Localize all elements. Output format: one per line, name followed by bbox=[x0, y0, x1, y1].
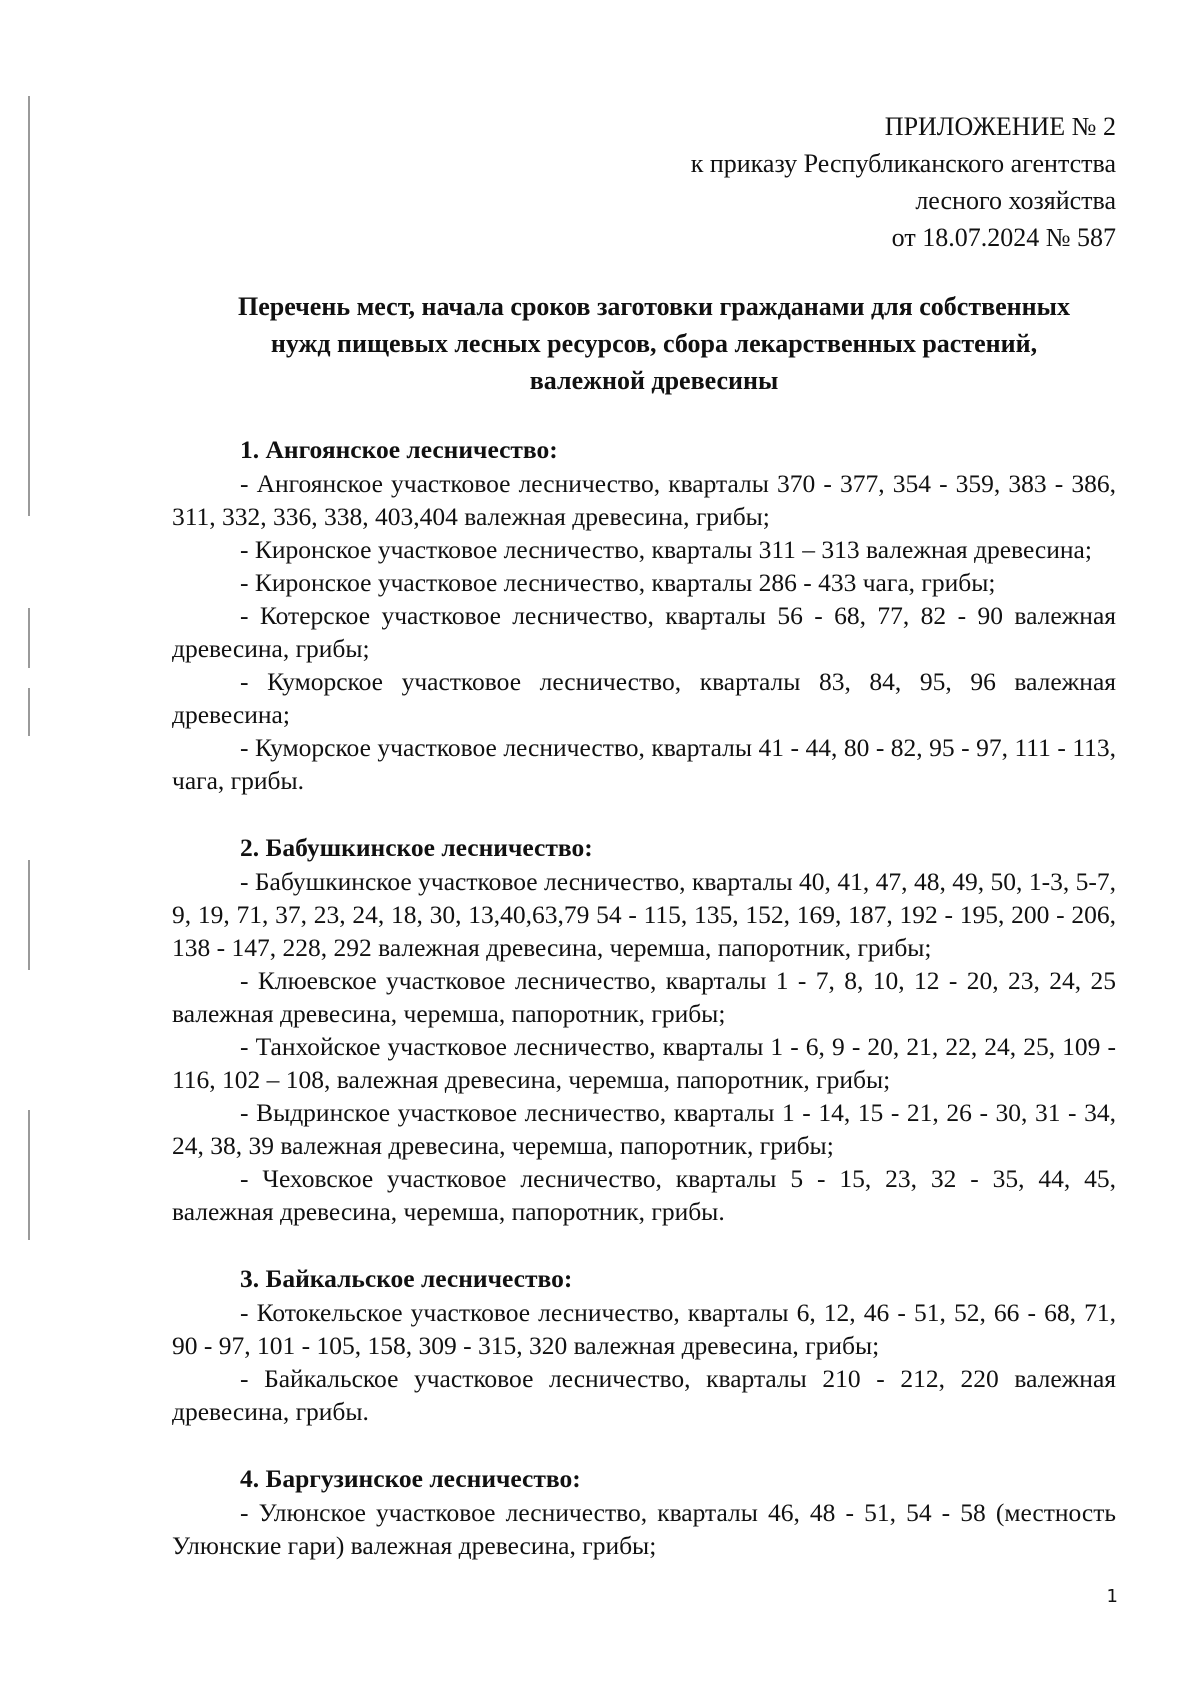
appendix-header bbox=[172, 108, 1116, 256]
section-title: 1. Ангоянское лесничество: bbox=[240, 435, 558, 464]
list-item: - Куморское участковое лесничество, кварталы 41 - 44, 80 - 82, 95 - 97, 111 - 113, чага, грибы. bbox=[172, 733, 1116, 795]
scan-mark bbox=[28, 96, 30, 516]
list-item: - Чеховское участковое лесничество, кварталы 5 - 15, 23, 32 - 35, 44, 45, валежная древесина, черемша, папоротник, грибы. bbox=[172, 1164, 1116, 1226]
list-item: - Ангоянское участковое лесничество, кварталы 370 - 377, 354 - 359, 383 - 386, 311, 332, 336, 338, 403,404 валежная древесина, грибы; bbox=[172, 469, 1116, 531]
order-reference: к приказу Республиканского агентства bbox=[690, 149, 1116, 178]
list-item: - Танхойское участковое лесничество, кварталы 1 - 6, 9 - 20, 21, 22, 24, 25, 109 - 116, 102 – 108, валежная древесина, черемша, папоротник, грибы; bbox=[172, 1032, 1116, 1094]
page-number: 1 bbox=[1106, 1586, 1118, 1607]
list-item: - Котерское участковое лесничество, кварталы 56 - 68, 77, 82 - 90 валежная древесина, грибы; bbox=[172, 601, 1116, 663]
list-item: - Киронское участковое лесничество, кварталы 286 - 433 чага, грибы; bbox=[240, 568, 996, 597]
agency-name: лесного хозяйства bbox=[915, 186, 1116, 215]
scan-mark bbox=[28, 608, 30, 668]
list-item: - Байкальское участковое лесничество, кварталы 210 - 212, 220 валежная древесина, грибы. bbox=[172, 1364, 1116, 1426]
section-barguzinskoe bbox=[172, 1462, 1116, 1562]
list-item: - Котокельское участковое лесничество, кварталы 6, 12, 46 - 51, 52, 66 - 68, 71, 90 - 97, 101 - 105, 158, 309 - 315, 320 валежная древесина, грибы; bbox=[172, 1298, 1116, 1360]
list-item: - Бабушкинское участковое лесничество, кварталы 40, 41, 47, 48, 49, 50, 1-3, 5-7, 9, 19, 71, 37, 23, 24, 18, 30, 13,40,63,79 54 - 115, 135, 152, 169, 187, 192 - 195, 200 - 206, 138 - 147, 228, 292 валежная древесина, черемша, папоротник, грибы; bbox=[172, 867, 1116, 962]
section-babushkinskoe bbox=[172, 831, 1116, 1228]
scan-mark bbox=[28, 688, 30, 736]
document-page bbox=[172, 108, 1116, 1562]
order-date-number: от 18.07.2024 № 587 bbox=[891, 223, 1116, 252]
section-baikalskoe bbox=[172, 1262, 1116, 1428]
scan-mark bbox=[28, 860, 30, 970]
list-item: - Улюнское участковое лесничество, кварталы 46, 48 - 51, 54 - 58 (местность Улюнские гари) валежная древесина, грибы; bbox=[172, 1498, 1116, 1560]
list-item: - Куморское участковое лесничество, кварталы 83, 84, 95, 96 валежная древесина; bbox=[172, 667, 1116, 729]
list-item: - Киронское участковое лесничество, кварталы 311 – 313 валежная древесина; bbox=[240, 535, 1092, 564]
document-title: Перечень мест, начала сроков заготовки гражданами для собственных нужд пищевых лесных ресурсов, сбора лекарственных растений, валежной древесины bbox=[238, 292, 1070, 395]
section-angoyanskoe bbox=[172, 433, 1116, 797]
section-title: 2. Бабушкинское лесничество: bbox=[240, 833, 593, 862]
list-item: - Выдринское участковое лесничество, кварталы 1 - 14, 15 - 21, 26 - 30, 31 - 34, 24, 38, 39 валежная древесина, черемша, папоротник, грибы; bbox=[172, 1098, 1116, 1160]
section-title: 3. Байкальское лесничество: bbox=[240, 1264, 573, 1293]
scan-mark bbox=[28, 1110, 30, 1240]
list-item: - Клюевское участковое лесничество, кварталы 1 - 7, 8, 10, 12 - 20, 23, 24, 25 валежная древесина, черемша, папоротник, грибы; bbox=[172, 966, 1116, 1028]
appendix-label: ПРИЛОЖЕНИЕ № 2 bbox=[884, 112, 1116, 141]
section-title: 4. Баргузинское лесничество: bbox=[240, 1464, 581, 1493]
